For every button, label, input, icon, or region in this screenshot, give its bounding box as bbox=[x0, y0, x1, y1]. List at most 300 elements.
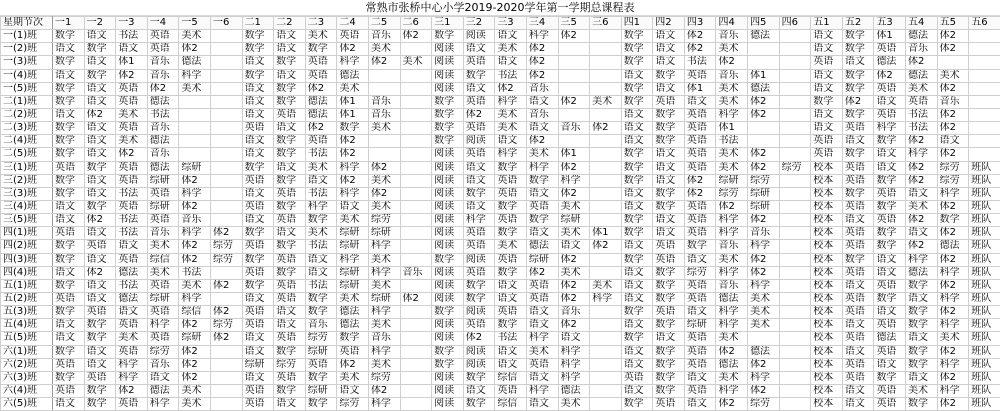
class-label[interactable]: 四(1)班 bbox=[1, 227, 53, 240]
lesson-cell[interactable]: 美术 bbox=[116, 332, 148, 345]
lesson-cell[interactable]: 英语 bbox=[242, 306, 274, 319]
lesson-cell[interactable]: 美术 bbox=[495, 240, 527, 253]
lesson-cell[interactable]: 音乐 bbox=[526, 108, 558, 121]
lesson-cell[interactable]: 数学 bbox=[274, 148, 306, 161]
lesson-cell[interactable]: 书法 bbox=[116, 227, 148, 240]
lesson-cell[interactable]: 美术 bbox=[526, 148, 558, 161]
lesson-cell[interactable]: 体2 bbox=[716, 345, 748, 358]
lesson-cell[interactable]: 英语 bbox=[305, 56, 337, 69]
lesson-cell[interactable]: 科学 bbox=[179, 292, 211, 305]
lesson-cell[interactable]: 语文 bbox=[653, 332, 685, 345]
lesson-cell[interactable]: 德法 bbox=[748, 82, 780, 95]
lesson-cell[interactable]: 英语 bbox=[842, 306, 874, 319]
lesson-cell[interactable]: 数学 bbox=[84, 69, 116, 82]
lesson-cell[interactable]: 英语 bbox=[842, 174, 874, 187]
lesson-cell[interactable]: 德法 bbox=[337, 306, 369, 319]
lesson-cell[interactable]: 体2 bbox=[937, 227, 969, 240]
lesson-cell[interactable]: 语文 bbox=[526, 306, 558, 319]
lesson-cell[interactable] bbox=[969, 108, 1000, 121]
lesson-cell[interactable]: 美术 bbox=[906, 384, 938, 397]
lesson-cell[interactable]: 英语 bbox=[842, 200, 874, 213]
lesson-cell[interactable]: 语文 bbox=[653, 56, 685, 69]
lesson-cell[interactable]: 德法 bbox=[337, 69, 369, 82]
lesson-cell[interactable]: 阅读 bbox=[432, 174, 464, 187]
lesson-cell[interactable]: 英语 bbox=[684, 345, 716, 358]
lesson-cell[interactable]: 语文 bbox=[495, 135, 527, 148]
lesson-cell[interactable]: 校本 bbox=[811, 279, 843, 292]
lesson-cell[interactable]: 美术 bbox=[748, 319, 780, 332]
lesson-cell[interactable] bbox=[400, 253, 432, 266]
lesson-cell[interactable]: 数学 bbox=[495, 227, 527, 240]
lesson-cell[interactable] bbox=[748, 43, 780, 56]
lesson-cell[interactable]: 数学 bbox=[337, 122, 369, 135]
lesson-cell[interactable]: 科学 bbox=[495, 95, 527, 108]
lesson-cell[interactable]: 语文 bbox=[874, 95, 906, 108]
lesson-cell[interactable]: 体2 bbox=[368, 56, 400, 69]
lesson-cell[interactable] bbox=[558, 82, 590, 95]
lesson-cell[interactable]: 英语 bbox=[842, 292, 874, 305]
lesson-cell[interactable]: 语文 bbox=[874, 253, 906, 266]
lesson-cell[interactable]: 综研 bbox=[305, 345, 337, 358]
period-header[interactable]: 二4 bbox=[337, 17, 369, 30]
lesson-cell[interactable]: 阅读 bbox=[432, 43, 464, 56]
lesson-cell[interactable]: 科学 bbox=[368, 345, 400, 358]
lesson-cell[interactable]: 美术 bbox=[906, 200, 938, 213]
lesson-cell[interactable]: 阅读 bbox=[432, 187, 464, 200]
lesson-cell[interactable]: 体2 bbox=[937, 148, 969, 161]
lesson-cell[interactable]: 数学 bbox=[53, 253, 85, 266]
lesson-cell[interactable]: 阅读 bbox=[432, 227, 464, 240]
lesson-cell[interactable]: 综劳 bbox=[210, 253, 242, 266]
lesson-cell[interactable]: 班队 bbox=[969, 332, 1000, 345]
period-header[interactable]: 四3 bbox=[684, 17, 716, 30]
lesson-cell[interactable]: 英语 bbox=[842, 358, 874, 371]
lesson-cell[interactable]: 英语 bbox=[495, 253, 527, 266]
lesson-cell[interactable]: 英语 bbox=[653, 95, 685, 108]
lesson-cell[interactable]: 数学 bbox=[274, 82, 306, 95]
class-label[interactable]: 四(3)班 bbox=[1, 253, 53, 266]
lesson-cell[interactable] bbox=[969, 69, 1000, 82]
lesson-cell[interactable]: 综劳 bbox=[147, 345, 179, 358]
lesson-cell[interactable]: 语文 bbox=[874, 148, 906, 161]
class-label[interactable]: 六(2)班 bbox=[1, 358, 53, 371]
period-header[interactable]: 三2 bbox=[463, 17, 495, 30]
lesson-cell[interactable]: 综研 bbox=[179, 161, 211, 174]
lesson-cell[interactable]: 英语 bbox=[53, 161, 85, 174]
lesson-cell[interactable]: 体2 bbox=[337, 43, 369, 56]
lesson-cell[interactable]: 体2 bbox=[179, 240, 211, 253]
lesson-cell[interactable] bbox=[590, 174, 622, 187]
lesson-cell[interactable]: 美术 bbox=[305, 227, 337, 240]
lesson-cell[interactable]: 数学 bbox=[432, 30, 464, 43]
lesson-cell[interactable]: 美术 bbox=[400, 56, 432, 69]
lesson-cell[interactable]: 体2 bbox=[558, 30, 590, 43]
lesson-cell[interactable]: 德法 bbox=[874, 56, 906, 69]
lesson-cell[interactable]: 书法 bbox=[116, 279, 148, 292]
lesson-cell[interactable]: 语文 bbox=[463, 200, 495, 213]
lesson-cell[interactable]: 美术 bbox=[716, 253, 748, 266]
lesson-cell[interactable]: 科学 bbox=[463, 214, 495, 227]
lesson-cell[interactable]: 数学 bbox=[495, 200, 527, 213]
lesson-cell[interactable]: 语文 bbox=[811, 30, 843, 43]
lesson-cell[interactable]: 音乐 bbox=[147, 148, 179, 161]
lesson-cell[interactable]: 班队 bbox=[969, 358, 1000, 371]
lesson-cell[interactable]: 校本 bbox=[811, 306, 843, 319]
lesson-cell[interactable]: 语文 bbox=[621, 358, 653, 371]
lesson-cell[interactable]: 数学 bbox=[53, 82, 85, 95]
lesson-cell[interactable]: 书法 bbox=[116, 187, 148, 200]
lesson-cell[interactable] bbox=[210, 174, 242, 187]
lesson-cell[interactable] bbox=[400, 227, 432, 240]
lesson-cell[interactable]: 语文 bbox=[621, 279, 653, 292]
lesson-cell[interactable]: 美术 bbox=[368, 279, 400, 292]
class-label[interactable]: 五(1)班 bbox=[1, 279, 53, 292]
lesson-cell[interactable]: 音乐 bbox=[368, 30, 400, 43]
lesson-cell[interactable] bbox=[210, 43, 242, 56]
lesson-cell[interactable]: 体1 bbox=[116, 56, 148, 69]
lesson-cell[interactable]: 英语 bbox=[874, 319, 906, 332]
lesson-cell[interactable]: 综信 bbox=[495, 371, 527, 384]
lesson-cell[interactable]: 美术 bbox=[305, 161, 337, 174]
lesson-cell[interactable]: 阅读 bbox=[432, 56, 464, 69]
lesson-cell[interactable]: 阅读 bbox=[463, 30, 495, 43]
lesson-cell[interactable] bbox=[400, 69, 432, 82]
lesson-cell[interactable]: 综研 bbox=[684, 319, 716, 332]
lesson-cell[interactable]: 数学 bbox=[53, 279, 85, 292]
lesson-cell[interactable]: 英语 bbox=[526, 292, 558, 305]
lesson-cell[interactable]: 美术 bbox=[937, 332, 969, 345]
lesson-cell[interactable]: 阅读 bbox=[432, 82, 464, 95]
lesson-cell[interactable]: 数学 bbox=[305, 371, 337, 384]
lesson-cell[interactable] bbox=[779, 292, 811, 305]
lesson-cell[interactable]: 语文 bbox=[842, 135, 874, 148]
lesson-cell[interactable]: 语文 bbox=[147, 371, 179, 384]
lesson-cell[interactable] bbox=[210, 95, 242, 108]
lesson-cell[interactable]: 数学 bbox=[653, 371, 685, 384]
class-label[interactable]: 二(2)班 bbox=[1, 108, 53, 121]
lesson-cell[interactable]: 英语 bbox=[684, 292, 716, 305]
lesson-cell[interactable]: 语文 bbox=[274, 30, 306, 43]
class-label[interactable]: 三(3)班 bbox=[1, 187, 53, 200]
lesson-cell[interactable]: 语文 bbox=[84, 174, 116, 187]
lesson-cell[interactable]: 美术 bbox=[716, 161, 748, 174]
lesson-cell[interactable]: 英语 bbox=[874, 108, 906, 121]
lesson-cell[interactable]: 数学 bbox=[495, 266, 527, 279]
lesson-cell[interactable]: 校本 bbox=[811, 214, 843, 227]
lesson-cell[interactable]: 综劳 bbox=[779, 161, 811, 174]
lesson-cell[interactable]: 数学 bbox=[526, 214, 558, 227]
lesson-cell[interactable]: 英语 bbox=[874, 214, 906, 227]
period-header[interactable]: 三6 bbox=[590, 17, 622, 30]
period-header[interactable]: 二6 bbox=[400, 17, 432, 30]
lesson-cell[interactable]: 德法 bbox=[937, 240, 969, 253]
lesson-cell[interactable]: 语文 bbox=[84, 135, 116, 148]
lesson-cell[interactable]: 英语 bbox=[84, 371, 116, 384]
lesson-cell[interactable]: 语文 bbox=[242, 135, 274, 148]
lesson-cell[interactable]: 校本 bbox=[811, 358, 843, 371]
lesson-cell[interactable] bbox=[210, 135, 242, 148]
lesson-cell[interactable]: 英语 bbox=[526, 200, 558, 213]
period-header[interactable]: 二5 bbox=[368, 17, 400, 30]
class-label[interactable]: 三(2)班 bbox=[1, 174, 53, 187]
lesson-cell[interactable]: 数学 bbox=[811, 95, 843, 108]
lesson-cell[interactable]: 美术 bbox=[495, 122, 527, 135]
lesson-cell[interactable]: 英语 bbox=[242, 122, 274, 135]
lesson-cell[interactable]: 英语 bbox=[874, 398, 906, 411]
lesson-cell[interactable]: 体2 bbox=[937, 371, 969, 384]
lesson-cell[interactable]: 体2 bbox=[748, 108, 780, 121]
lesson-cell[interactable] bbox=[210, 214, 242, 227]
lesson-cell[interactable]: 科学 bbox=[937, 319, 969, 332]
lesson-cell[interactable]: 数学 bbox=[242, 253, 274, 266]
lesson-cell[interactable]: 校本 bbox=[811, 161, 843, 174]
class-label[interactable]: 四(4)班 bbox=[1, 266, 53, 279]
lesson-cell[interactable]: 英语 bbox=[684, 108, 716, 121]
lesson-cell[interactable] bbox=[779, 200, 811, 213]
lesson-cell[interactable]: 科学 bbox=[716, 227, 748, 240]
lesson-cell[interactable]: 美术 bbox=[716, 148, 748, 161]
lesson-cell[interactable]: 数学 bbox=[432, 108, 464, 121]
lesson-cell[interactable]: 体2 bbox=[116, 148, 148, 161]
lesson-cell[interactable]: 数学 bbox=[653, 135, 685, 148]
lesson-cell[interactable]: 体2 bbox=[590, 122, 622, 135]
lesson-cell[interactable]: 音乐 bbox=[179, 214, 211, 227]
lesson-cell[interactable]: 体2 bbox=[558, 279, 590, 292]
lesson-cell[interactable]: 美术 bbox=[716, 371, 748, 384]
lesson-cell[interactable]: 数学 bbox=[53, 95, 85, 108]
lesson-cell[interactable]: 书法 bbox=[906, 108, 938, 121]
lesson-cell[interactable]: 体2 bbox=[716, 398, 748, 411]
lesson-cell[interactable]: 科学 bbox=[558, 358, 590, 371]
lesson-cell[interactable]: 书法 bbox=[116, 214, 148, 227]
lesson-cell[interactable]: 语文 bbox=[242, 108, 274, 121]
lesson-cell[interactable]: 数学 bbox=[842, 43, 874, 56]
lesson-cell[interactable]: 阅读 bbox=[432, 240, 464, 253]
lesson-cell[interactable]: 综研 bbox=[716, 174, 748, 187]
lesson-cell[interactable]: 美术 bbox=[495, 43, 527, 56]
lesson-cell[interactable]: 语文 bbox=[53, 214, 85, 227]
lesson-cell[interactable]: 语文 bbox=[305, 253, 337, 266]
lesson-cell[interactable] bbox=[210, 266, 242, 279]
period-header[interactable]: 一6 bbox=[210, 17, 242, 30]
lesson-cell[interactable] bbox=[368, 135, 400, 148]
lesson-cell[interactable]: 科学 bbox=[337, 187, 369, 200]
lesson-cell[interactable]: 体2 bbox=[748, 384, 780, 397]
lesson-cell[interactable]: 英语 bbox=[242, 384, 274, 397]
lesson-cell[interactable]: 语文 bbox=[495, 56, 527, 69]
lesson-cell[interactable]: 英语 bbox=[147, 43, 179, 56]
lesson-cell[interactable]: 数学 bbox=[906, 319, 938, 332]
lesson-cell[interactable]: 英语 bbox=[242, 266, 274, 279]
class-label[interactable]: 一(5)班 bbox=[1, 82, 53, 95]
lesson-cell[interactable]: 英语 bbox=[463, 56, 495, 69]
lesson-cell[interactable]: 语文 bbox=[274, 69, 306, 82]
lesson-cell[interactable]: 语文 bbox=[274, 319, 306, 332]
lesson-cell[interactable]: 音乐 bbox=[147, 122, 179, 135]
lesson-cell[interactable]: 体2 bbox=[400, 292, 432, 305]
lesson-cell[interactable]: 体2 bbox=[937, 253, 969, 266]
lesson-cell[interactable]: 数学 bbox=[906, 358, 938, 371]
period-header[interactable]: 二1 bbox=[242, 17, 274, 30]
lesson-cell[interactable]: 班队 bbox=[969, 227, 1000, 240]
lesson-cell[interactable]: 美术 bbox=[337, 214, 369, 227]
lesson-cell[interactable]: 体2 bbox=[368, 384, 400, 397]
lesson-cell[interactable]: 数学 bbox=[906, 279, 938, 292]
lesson-cell[interactable]: 语文 bbox=[242, 292, 274, 305]
lesson-cell[interactable]: 英语 bbox=[53, 227, 85, 240]
lesson-cell[interactable]: 数学 bbox=[653, 187, 685, 200]
lesson-cell[interactable]: 数学 bbox=[305, 292, 337, 305]
lesson-cell[interactable] bbox=[590, 82, 622, 95]
lesson-cell[interactable]: 数学 bbox=[621, 214, 653, 227]
lesson-cell[interactable]: 数学 bbox=[621, 174, 653, 187]
lesson-cell[interactable] bbox=[210, 30, 242, 43]
lesson-cell[interactable]: 数学 bbox=[842, 108, 874, 121]
lesson-cell[interactable]: 数学 bbox=[653, 69, 685, 82]
lesson-cell[interactable]: 综研 bbox=[368, 227, 400, 240]
lesson-cell[interactable] bbox=[779, 187, 811, 200]
lesson-cell[interactable] bbox=[400, 384, 432, 397]
lesson-cell[interactable]: 科学 bbox=[590, 292, 622, 305]
lesson-cell[interactable]: 英语 bbox=[116, 122, 148, 135]
lesson-cell[interactable]: 英语 bbox=[495, 214, 527, 227]
lesson-cell[interactable]: 数学 bbox=[242, 43, 274, 56]
lesson-cell[interactable]: 英语 bbox=[653, 240, 685, 253]
lesson-cell[interactable]: 英语 bbox=[874, 345, 906, 358]
lesson-cell[interactable]: 英语 bbox=[684, 161, 716, 174]
lesson-cell[interactable]: 体2 bbox=[748, 95, 780, 108]
lesson-cell[interactable]: 语文 bbox=[242, 371, 274, 384]
lesson-cell[interactable]: 语文 bbox=[463, 43, 495, 56]
lesson-cell[interactable]: 英语 bbox=[842, 161, 874, 174]
lesson-cell[interactable] bbox=[590, 214, 622, 227]
lesson-cell[interactable]: 体1 bbox=[337, 95, 369, 108]
class-label[interactable]: 六(5)班 bbox=[1, 398, 53, 411]
lesson-cell[interactable]: 语文 bbox=[337, 384, 369, 397]
lesson-cell[interactable]: 体2 bbox=[937, 30, 969, 43]
lesson-cell[interactable]: 语文 bbox=[874, 358, 906, 371]
lesson-cell[interactable]: 科学 bbox=[558, 371, 590, 384]
lesson-cell[interactable]: 英语 bbox=[53, 292, 85, 305]
lesson-cell[interactable] bbox=[400, 122, 432, 135]
lesson-cell[interactable]: 数学 bbox=[621, 30, 653, 43]
lesson-cell[interactable]: 科学 bbox=[937, 266, 969, 279]
lesson-cell[interactable]: 美术 bbox=[716, 82, 748, 95]
lesson-cell[interactable]: 美术 bbox=[179, 30, 211, 43]
lesson-cell[interactable]: 阅读 bbox=[432, 371, 464, 384]
lesson-cell[interactable]: 综研 bbox=[337, 240, 369, 253]
lesson-cell[interactable] bbox=[779, 174, 811, 187]
lesson-cell[interactable] bbox=[210, 122, 242, 135]
lesson-cell[interactable]: 数学 bbox=[84, 332, 116, 345]
lesson-cell[interactable]: 英语 bbox=[684, 122, 716, 135]
lesson-cell[interactable]: 德法 bbox=[147, 384, 179, 397]
lesson-cell[interactable]: 数学 bbox=[242, 161, 274, 174]
lesson-cell[interactable] bbox=[210, 69, 242, 82]
lesson-cell[interactable]: 体2 bbox=[368, 187, 400, 200]
lesson-cell[interactable]: 语文 bbox=[116, 240, 148, 253]
lesson-cell[interactable] bbox=[590, 43, 622, 56]
lesson-cell[interactable]: 体2 bbox=[558, 161, 590, 174]
lesson-cell[interactable]: 综劳 bbox=[716, 187, 748, 200]
lesson-cell[interactable]: 数学 bbox=[463, 398, 495, 411]
lesson-cell[interactable]: 体1 bbox=[874, 30, 906, 43]
lesson-cell[interactable]: 体2 bbox=[937, 82, 969, 95]
lesson-cell[interactable]: 班队 bbox=[969, 398, 1000, 411]
lesson-cell[interactable]: 美术 bbox=[716, 95, 748, 108]
lesson-cell[interactable]: 德法 bbox=[337, 319, 369, 332]
lesson-cell[interactable]: 综劳 bbox=[337, 398, 369, 411]
lesson-cell[interactable]: 体2 bbox=[463, 332, 495, 345]
lesson-cell[interactable] bbox=[779, 82, 811, 95]
period-header[interactable]: 三4 bbox=[526, 17, 558, 30]
lesson-cell[interactable]: 科学 bbox=[337, 56, 369, 69]
lesson-cell[interactable] bbox=[400, 358, 432, 371]
lesson-cell[interactable] bbox=[590, 56, 622, 69]
lesson-cell[interactable]: 语文 bbox=[621, 200, 653, 213]
lesson-cell[interactable]: 数学 bbox=[84, 319, 116, 332]
lesson-cell[interactable] bbox=[969, 43, 1000, 56]
lesson-cell[interactable]: 英语 bbox=[684, 332, 716, 345]
lesson-cell[interactable]: 阅读 bbox=[463, 253, 495, 266]
lesson-cell[interactable]: 语文 bbox=[495, 358, 527, 371]
lesson-cell[interactable]: 体2 bbox=[906, 174, 938, 187]
lesson-cell[interactable]: 德法 bbox=[748, 345, 780, 358]
lesson-cell[interactable]: 数学 bbox=[842, 148, 874, 161]
lesson-cell[interactable] bbox=[969, 82, 1000, 95]
lesson-cell[interactable] bbox=[400, 108, 432, 121]
lesson-cell[interactable] bbox=[210, 345, 242, 358]
lesson-cell[interactable]: 体2 bbox=[116, 384, 148, 397]
lesson-cell[interactable]: 美术 bbox=[337, 82, 369, 95]
lesson-cell[interactable] bbox=[210, 371, 242, 384]
lesson-cell[interactable]: 英语 bbox=[842, 371, 874, 384]
lesson-cell[interactable]: 英语 bbox=[495, 306, 527, 319]
lesson-cell[interactable]: 体2 bbox=[526, 43, 558, 56]
lesson-cell[interactable]: 校本 bbox=[811, 240, 843, 253]
lesson-cell[interactable] bbox=[969, 122, 1000, 135]
lesson-cell[interactable]: 科学 bbox=[716, 319, 748, 332]
lesson-cell[interactable]: 语文 bbox=[621, 69, 653, 82]
lesson-cell[interactable]: 体2 bbox=[558, 319, 590, 332]
lesson-cell[interactable]: 美术 bbox=[179, 384, 211, 397]
lesson-cell[interactable]: 英语 bbox=[337, 30, 369, 43]
lesson-cell[interactable]: 数学 bbox=[463, 69, 495, 82]
lesson-cell[interactable]: 英语 bbox=[684, 358, 716, 371]
lesson-cell[interactable] bbox=[210, 148, 242, 161]
lesson-cell[interactable]: 数学 bbox=[874, 240, 906, 253]
lesson-cell[interactable]: 数学 bbox=[621, 227, 653, 240]
lesson-cell[interactable]: 美术 bbox=[526, 345, 558, 358]
lesson-cell[interactable]: 英语 bbox=[495, 174, 527, 187]
lesson-cell[interactable]: 数学 bbox=[463, 371, 495, 384]
lesson-cell[interactable]: 英语 bbox=[653, 253, 685, 266]
lesson-cell[interactable]: 音乐 bbox=[906, 43, 938, 56]
lesson-cell[interactable]: 体2 bbox=[400, 30, 432, 43]
lesson-cell[interactable]: 综劳 bbox=[368, 214, 400, 227]
period-header[interactable]: 一3 bbox=[116, 17, 148, 30]
lesson-cell[interactable] bbox=[590, 358, 622, 371]
lesson-cell[interactable]: 美术 bbox=[716, 43, 748, 56]
lesson-cell[interactable]: 语文 bbox=[242, 345, 274, 358]
lesson-cell[interactable]: 英语 bbox=[147, 306, 179, 319]
lesson-cell[interactable]: 数学 bbox=[621, 253, 653, 266]
lesson-cell[interactable]: 美术 bbox=[147, 240, 179, 253]
lesson-cell[interactable] bbox=[779, 214, 811, 227]
lesson-cell[interactable]: 美术 bbox=[116, 108, 148, 121]
lesson-cell[interactable]: 语文 bbox=[526, 319, 558, 332]
lesson-cell[interactable]: 音乐 bbox=[147, 358, 179, 371]
